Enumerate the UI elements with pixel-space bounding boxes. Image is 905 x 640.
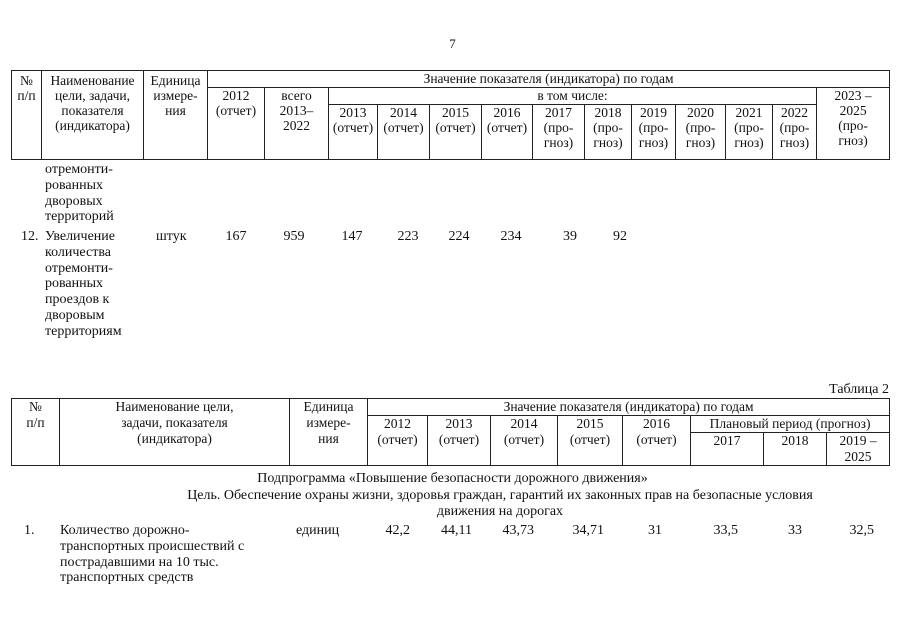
col-header-year: 2020 (про- гноз) [676, 105, 726, 160]
t2-row1-value: 42,2 [385, 523, 410, 538]
row12-name: Увеличение количества отремонти- рованных проездов к дворовым территориям [45, 229, 122, 339]
row12-value: 234 [500, 229, 522, 244]
t2-row1-name: Количество дорожно- транспортных происшествий с пострадавшими на 10 тыс. транспортных средств [60, 523, 245, 586]
subprogram-title: Подпрограмма «Повышение безопасности дорожного движения» [257, 471, 648, 486]
t2-col-header-num: № п/п [12, 399, 60, 466]
t2-row1-value: 44,11 [441, 523, 472, 538]
col-header-2012: 2012 (отчет) [208, 88, 265, 160]
row12-value: 223 [397, 229, 419, 244]
col-header-year: 2019 (про- гноз) [632, 105, 676, 160]
col-header-name: Наименование цели, задачи, показателя (индикатора) [42, 71, 144, 160]
col-header-incl: в том числе: [329, 88, 817, 105]
table2-caption: Таблица 2 [829, 382, 889, 397]
row12-value: 959 [283, 229, 305, 244]
t2-col-header-name: Наименование цели, задачи, показателя (индикатора) [60, 399, 290, 466]
t2-row1-unit: единиц [296, 523, 340, 538]
page-number: 7 [449, 36, 456, 51]
col-header-year: 2015 (отчет) [430, 105, 482, 160]
t2-col-header-unit: Единица измере- ния [290, 399, 368, 466]
col-header-year: 2013 (отчет) [329, 105, 378, 160]
t2-col-header-year: 2012 (отчет) [368, 416, 428, 466]
t2-row1-value: 34,71 [572, 523, 604, 538]
t2-col-header-group: Значение показателя (индикатора) по годам [368, 399, 890, 416]
row12-value: 147 [341, 229, 363, 244]
row12-value: 39 [563, 229, 577, 244]
col-header-group: Значение показателя (индикатора) по годам [208, 71, 890, 88]
t2-row1-num: 1. [24, 523, 35, 538]
col-header-year: 2021 (про- гноз) [726, 105, 773, 160]
row12-num: 12. [21, 229, 39, 244]
row12-value: 224 [448, 229, 470, 244]
t2-row1-value: 43,73 [502, 523, 534, 538]
t2-col-header-plan-year: 2017 [691, 433, 764, 466]
indicator-table-1-header [11, 70, 890, 160]
col-header-total: всего 2013– 2022 [265, 88, 329, 160]
t2-col-header-year: 2016 (отчет) [623, 416, 691, 466]
col-header-unit: Единица измере- ния [144, 71, 208, 160]
t2-col-header-year: 2013 (отчет) [428, 416, 491, 466]
t2-row1-value: 32,5 [849, 523, 874, 538]
col-header-num: № п/п [12, 71, 42, 160]
t2-col-header-year: 2015 (отчет) [558, 416, 623, 466]
t2-col-header-plan-year: 2019 – 2025 [827, 433, 890, 466]
col-header-year: 2018 (про- гноз) [585, 105, 632, 160]
col-header-year: 2022 (про- гноз) [773, 105, 817, 160]
continuation-text: отремонти- рованных дворовых территорий [45, 162, 114, 225]
t2-row1-value: 33,5 [713, 523, 738, 538]
col-header-year: 2017 (про- гноз) [533, 105, 585, 160]
row12-value: 167 [225, 229, 247, 244]
goal-text: Цель. Обеспечение охраны жизни, здоровья граждан, гарантий их законных прав на безопасные условия движения на дорогах [187, 488, 813, 519]
indicator-table-2-header [11, 398, 890, 466]
row12-unit: штук [156, 229, 187, 244]
col-header-year: 2014 (отчет) [378, 105, 430, 160]
row12-value: 92 [613, 229, 627, 244]
t2-row1-value: 33 [788, 523, 802, 538]
t2-col-header-year: 2014 (отчет) [491, 416, 558, 466]
col-header-2023-2025: 2023 – 2025 (про- гноз) [817, 88, 890, 160]
t2-col-header-plan-period: Плановый период (прогноз) [691, 416, 890, 433]
t2-col-header-plan-year: 2018 [764, 433, 827, 466]
col-header-year: 2016 (отчет) [482, 105, 533, 160]
t2-row1-value: 31 [648, 523, 662, 538]
